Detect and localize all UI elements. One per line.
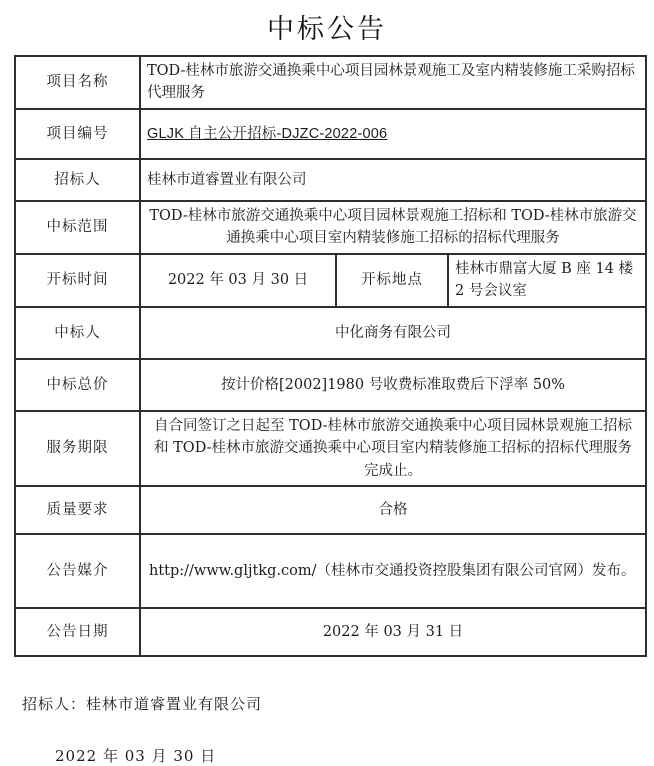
footer-tenderer-line: 招标人：桂林市道睿置业有限公司: [22, 695, 263, 714]
table-row-media: [15, 534, 646, 608]
table-row-bid-opening: [15, 254, 646, 307]
row-label-total-price: 中标总价: [15, 359, 140, 411]
table-row-service-period: [15, 411, 646, 486]
row-value-service-period: 自合同签订之日起至 TOD-桂林市旅游交通换乘中心项目园林景观施工招标和 TOD-桂林市旅游交通换乘中心项目室内精装修施工招标的招标代理服务完成止。: [140, 411, 646, 486]
row-value-opening-time: 2022 年 03 月 30 日: [140, 254, 336, 307]
row-label-bid-scope: 中标范围: [15, 201, 140, 254]
table-row-project-name: [15, 56, 646, 109]
table-row-announce-date: [15, 608, 646, 656]
footer-date-line: 2022 年 03 月 30 日: [55, 747, 217, 766]
row-label-tenderer: 招标人: [15, 159, 140, 201]
row-label-opening-place: 开标地点: [336, 254, 448, 307]
table-row-project-number: [15, 109, 646, 159]
row-value-announce-date: 2022 年 03 月 31 日: [140, 608, 646, 656]
row-label-winner: 中标人: [15, 307, 140, 359]
row-value-project-number: GLJK 自主公开招标-DJZC-2022-006: [140, 109, 646, 159]
row-value-media: http://www.gljtkg.com/（桂林市交通投资控股集团有限公司官网）发布。: [140, 534, 646, 608]
row-value-total-price: 按计价格[2002]1980 号收费标准取费后下浮率 50%: [140, 359, 646, 411]
row-label-opening-time: 开标时间: [15, 254, 140, 307]
row-label-quality: 质量要求: [15, 486, 140, 534]
row-value-tenderer: 桂林市道睿置业有限公司: [140, 159, 646, 201]
table-row-total-price: [15, 359, 646, 411]
row-value-winner: 中化商务有限公司: [140, 307, 646, 359]
row-label-announce-date: 公告日期: [15, 608, 140, 656]
row-label-project-number: 项目编号: [15, 109, 140, 159]
announcement-table: [14, 55, 647, 657]
table-row-quality: [15, 486, 646, 534]
page-title: 中标公告: [267, 14, 387, 45]
row-label-media: 公告媒介: [15, 534, 140, 608]
row-label-service-period: 服务期限: [15, 411, 140, 486]
table-row-bid-scope: [15, 201, 646, 254]
row-label-project-name: 项目名称: [15, 56, 140, 109]
row-value-project-name: TOD-桂林市旅游交通换乘中心项目园林景观施工及室内精装修施工采购招标代理服务: [140, 56, 646, 109]
row-value-bid-scope: TOD-桂林市旅游交通换乘中心项目园林景观施工招标和 TOD-桂林市旅游交通换乘中心项目室内精装修施工招标的招标代理服务: [140, 201, 646, 254]
table-row-tenderer: [15, 159, 646, 201]
row-value-opening-place: 桂林市鼎富大厦 B 座 14 楼 2 号会议室: [448, 254, 646, 307]
row-value-quality: 合格: [140, 486, 646, 534]
table-row-winner: [15, 307, 646, 359]
